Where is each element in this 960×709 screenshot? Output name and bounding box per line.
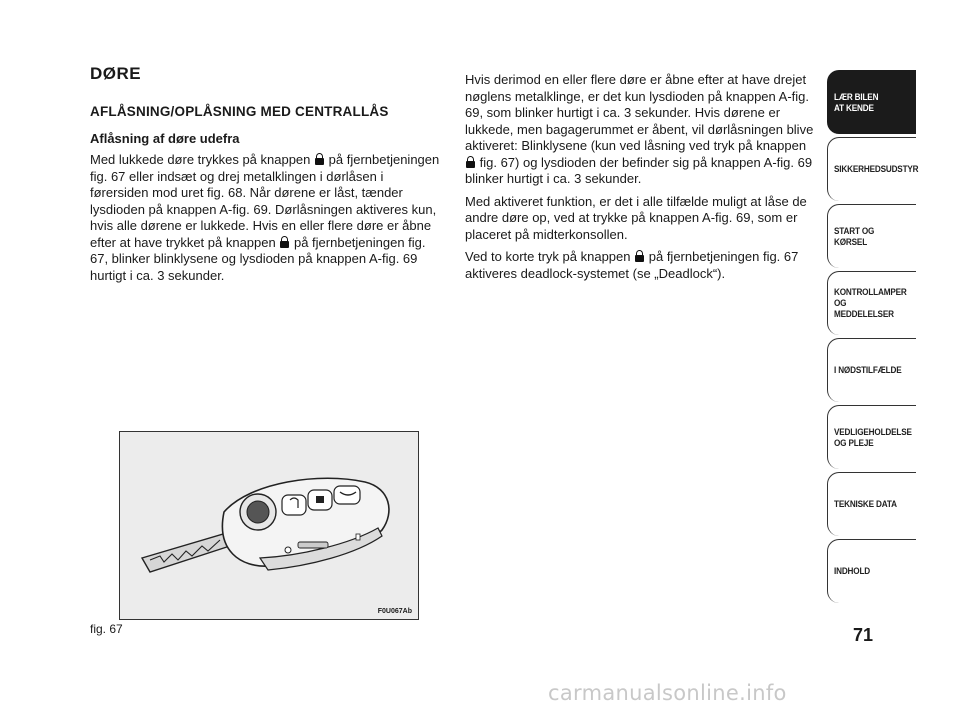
figure-label: fig. 67	[90, 622, 123, 636]
text-run: Hvis derimod en eller flere døre er åbne efter at have drejet nøglens metalklinge, er det kun lysdioden på knappen A-fig. 69, som blinker hurtigt i ca. 3 sekunder. Hvis dørene er lukkede, men bagagerummet er åbent, vil dørlåsningen blive aktiveret: Blinklysene (kun ved låsning ved tryk på knappen	[465, 72, 814, 153]
section-subtitle: AFLÅSNING/OPLÅSNING MED CENTRALLÅS	[90, 104, 389, 119]
text-run: på fjernbetjeningen fig. 67 eller indsæt og drej metalklingen i dørlåsen i førersiden mod uret fig. 68. Når dørene er låst, tænder lysdioden på knappen A-fig. 69.	[90, 152, 440, 217]
tab-laer-bilen-at-kende[interactable]	[827, 70, 916, 134]
text-run: Med lukkede døre trykkes på knappen	[90, 152, 311, 167]
watermark-text: carmanualsonline.info	[548, 681, 787, 705]
body-paragraph: Med aktiveret funktion, er det i alle tilfælde muligt at låse de andre døre op, ved at trykke på knappen A-fig. 69, som er placeret på midterkonsollen.	[465, 193, 807, 242]
figure-code: F0U067Ab	[377, 608, 412, 615]
text-run: Dørlåsningen aktiveres kun, hvis alle dørene er lukkede.	[90, 201, 437, 233]
tab-start-og-korsel[interactable]	[827, 204, 916, 268]
lock-icon	[635, 250, 644, 262]
figure-67	[119, 431, 419, 620]
page-number: 71	[853, 625, 874, 645]
lock-icon	[315, 153, 324, 165]
text-run: Ved to korte tryk på knappen	[465, 249, 631, 264]
chapter-tabs	[827, 70, 919, 606]
tab-label: TEKNISKE DATA	[834, 499, 897, 510]
right-column	[465, 72, 815, 288]
section-title: DØRE	[90, 64, 142, 83]
car-key-remote-icon	[120, 432, 418, 619]
tab-sikkerhedsudstyr[interactable]	[827, 137, 919, 201]
text-run: Hvis en eller flere døre er åbne efter at have trykket på knappen	[90, 218, 432, 250]
body-paragraph	[465, 249, 815, 282]
text-run: på fjernbetjeningen fig. 67 aktiveres deadlock-systemet (se „Deadlock“).	[465, 249, 799, 281]
tab-label: SIKKERHEDSUDSTYR	[834, 164, 919, 175]
left-column	[90, 64, 442, 290]
paragraph-heading: Aflåsning af døre udefra	[90, 131, 240, 146]
tab-label: KONTROLLAMPER OG MEDDELELSER	[834, 287, 907, 320]
tab-label: LÆR BILEN AT KENDE	[834, 91, 879, 114]
tab-i-nodstilfaelde[interactable]	[827, 338, 916, 402]
tab-vedligeholdelse[interactable]	[827, 405, 916, 469]
tab-label: I NØDSTILFÆLDE	[834, 365, 902, 376]
tab-label: INDHOLD	[834, 566, 871, 577]
tab-label: VEDLIGEHOLDELSE OG PLEJE	[834, 426, 912, 449]
body-paragraph	[90, 152, 442, 284]
tab-kontrollamper[interactable]	[827, 271, 916, 335]
tab-label: START OG KØRSEL	[834, 225, 875, 248]
tab-indhold[interactable]	[827, 539, 916, 603]
tab-tekniske-data[interactable]	[827, 472, 916, 536]
lock-icon	[466, 156, 475, 168]
lock-icon	[280, 236, 289, 248]
text-run: fig. 67) og lysdioden der befinder sig på knappen A-fig. 69 blinker hurtigt i ca. 3 sekunder.	[465, 154, 813, 186]
text-run: på fjernbetjeningen fig. 67, blinker blinklysene og lysdioden på knappen A-fig. 69 hurtigt i ca. 3 sekunder.	[90, 234, 426, 283]
body-paragraph	[465, 72, 815, 188]
